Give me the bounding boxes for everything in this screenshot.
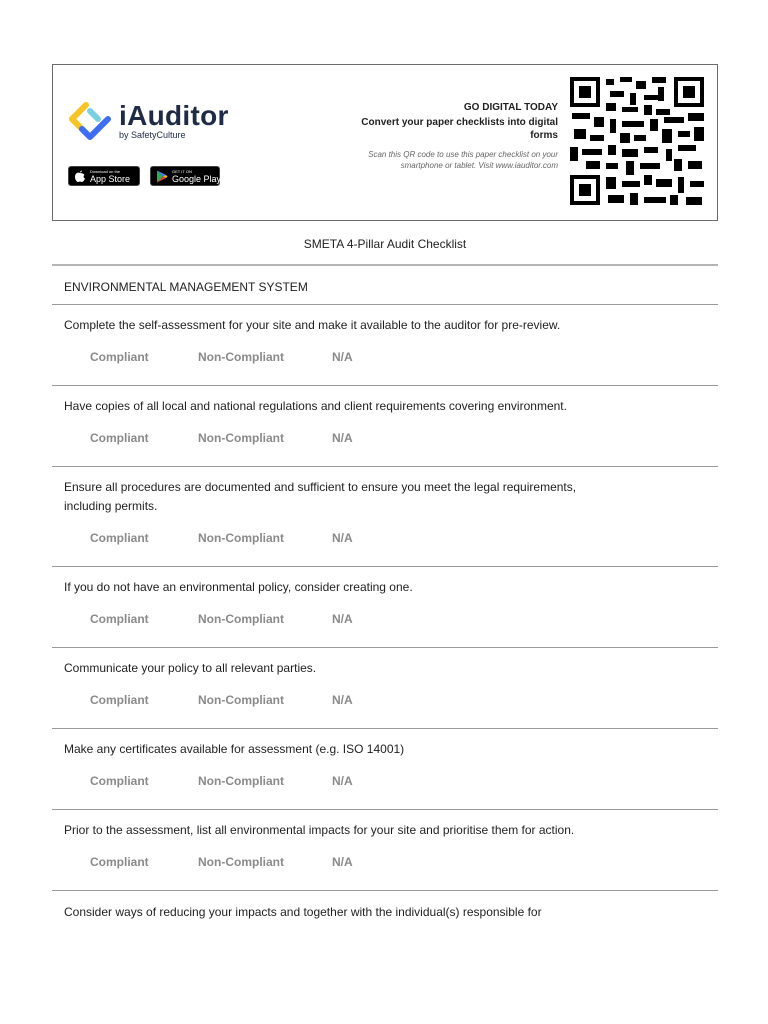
- promo-title: GO DIGITAL TODAY: [463, 102, 558, 113]
- question-text: Prior to the assessment, list all environmental impacts for your site and prioritise them for action.: [64, 823, 575, 837]
- document-title: SMETA 4-Pillar Audit Checklist: [303, 237, 467, 251]
- divider: [52, 304, 718, 305]
- option-compliant[interactable]: Compliant: [90, 855, 149, 869]
- option-na[interactable]: N/A: [332, 693, 353, 707]
- option-na[interactable]: N/A: [332, 350, 353, 364]
- brand-tagline: by SafetyCulture: [119, 130, 186, 140]
- question-text: Complete the self-assessment for your site and make it available to the auditor for pre-review.: [64, 318, 561, 332]
- app-store-badge[interactable]: [68, 166, 140, 186]
- option-compliant[interactable]: Compliant: [90, 693, 149, 707]
- iauditor-logo-icon: [68, 101, 112, 145]
- question-text: Have copies of all local and national regulations and client requirements covering environment.: [64, 399, 567, 413]
- option-na[interactable]: N/A: [332, 531, 353, 545]
- app-store-small-text: Download on the: [90, 169, 121, 174]
- google-play-small-text: GET IT ON: [172, 169, 192, 174]
- google-play-label: Google Play: [172, 174, 222, 184]
- google-play-badge[interactable]: [150, 166, 220, 186]
- brand-name: iAuditor: [119, 100, 229, 131]
- question-text: Make any certificates available for assessment (e.g. ISO 14001): [64, 742, 405, 756]
- promo-scan-text: Scan this QR code to use this paper checklist on your smartphone or tablet. Visit www.iauditor.com: [368, 150, 558, 170]
- divider: [52, 385, 718, 386]
- question-text: If you do not have an environmental policy, consider creating one.: [64, 580, 413, 594]
- option-na[interactable]: N/A: [332, 855, 353, 869]
- google-play-icon: [156, 170, 168, 183]
- option-non-compliant[interactable]: Non-Compliant: [198, 431, 284, 445]
- divider: [52, 890, 718, 891]
- divider: [52, 264, 718, 266]
- question-text: Consider ways of reducing your impacts and together with the individual(s) responsible for: [64, 905, 542, 919]
- option-na[interactable]: N/A: [332, 612, 353, 626]
- option-non-compliant[interactable]: Non-Compliant: [198, 855, 284, 869]
- option-compliant[interactable]: Compliant: [90, 431, 149, 445]
- divider: [52, 466, 718, 467]
- divider: [52, 728, 718, 729]
- option-compliant[interactable]: Compliant: [90, 350, 149, 364]
- section-title: ENVIRONMENTAL MANAGEMENT SYSTEM: [64, 280, 308, 294]
- option-compliant[interactable]: Compliant: [90, 774, 149, 788]
- option-non-compliant[interactable]: Non-Compliant: [198, 350, 284, 364]
- promo-subtitle: Convert your paper checklists into digital forms: [361, 117, 558, 141]
- option-compliant[interactable]: Compliant: [90, 612, 149, 626]
- app-store-label: App Store: [90, 174, 131, 184]
- option-non-compliant[interactable]: Non-Compliant: [198, 774, 284, 788]
- apple-icon: [74, 170, 86, 183]
- option-non-compliant[interactable]: Non-Compliant: [198, 693, 284, 707]
- option-compliant[interactable]: Compliant: [90, 531, 149, 545]
- divider: [52, 809, 718, 810]
- option-na[interactable]: N/A: [332, 774, 353, 788]
- go-digital-banner: [52, 64, 718, 221]
- divider: [52, 566, 718, 567]
- option-non-compliant[interactable]: Non-Compliant: [198, 531, 284, 545]
- qr-code-icon[interactable]: [570, 77, 704, 205]
- option-na[interactable]: N/A: [332, 431, 353, 445]
- question-text: Communicate your policy to all relevant parties.: [64, 661, 317, 675]
- question-text: Ensure all procedures are documented and sufficient to ensure you meet the legal requirements, including permits.: [64, 480, 577, 513]
- divider: [52, 647, 718, 648]
- option-non-compliant[interactable]: Non-Compliant: [198, 612, 284, 626]
